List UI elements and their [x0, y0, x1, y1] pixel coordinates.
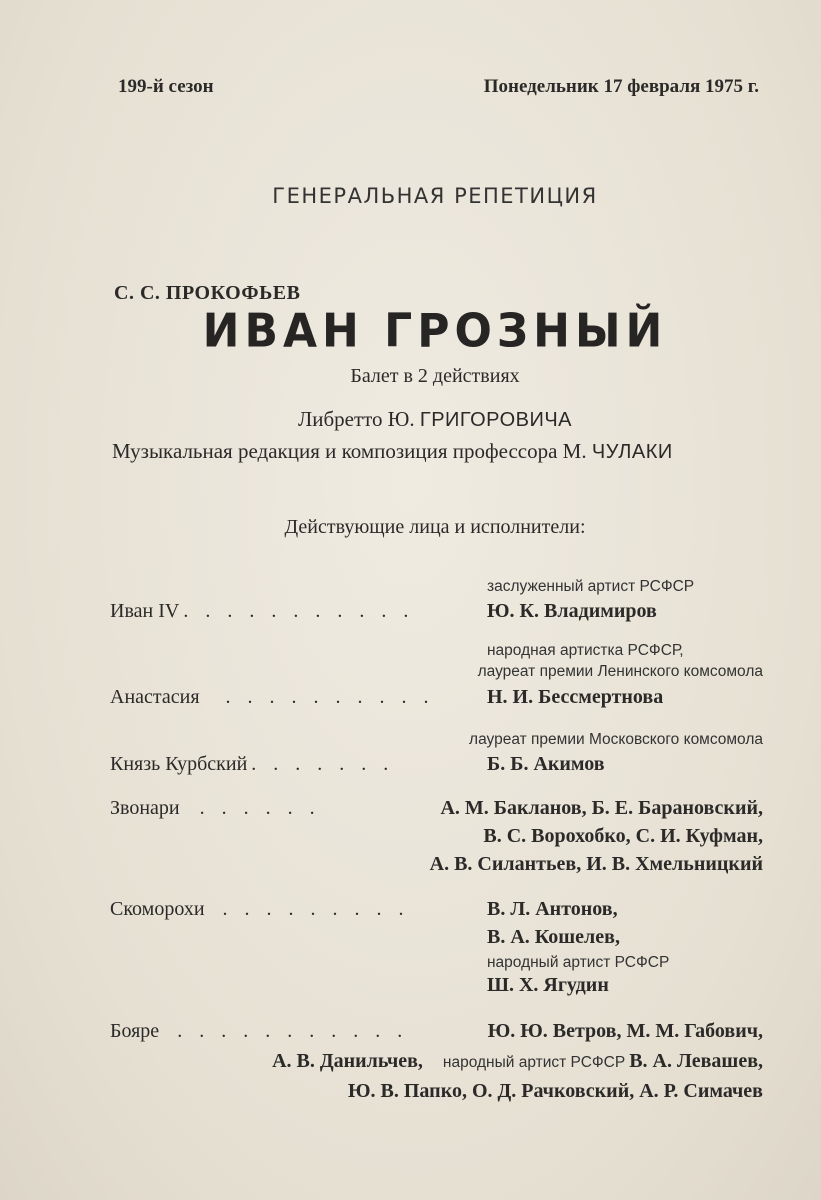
cast-row-anastasia: [110, 686, 435, 709]
libretto-author: ГРИГОРОВИЧА: [419, 409, 573, 431]
ballet-subtitle: Балет в 2 действиях: [350, 365, 520, 387]
role-name: Звонари: [110, 797, 180, 819]
cast-row-skomorokhi: [110, 898, 410, 921]
role-name: Бояре: [110, 1020, 160, 1042]
boyare-performer-levashev: В. А. Левашев,: [629, 1050, 763, 1072]
leader-dots: . . . . . . . . . .: [225, 686, 435, 708]
performance-date: Понедельник 17 февраля 1975 г.: [483, 76, 759, 97]
role-name: Князь Курбский: [110, 753, 248, 775]
ivan-performer-title: заслуженный артист РСФСР: [487, 578, 695, 595]
role-name: Анастасия: [110, 686, 200, 708]
musical-credit: [112, 439, 673, 464]
skomorokhi-performer-3: Ш. Х. Ягудин: [487, 974, 609, 996]
musical-author: ЧУЛАКИ: [591, 441, 673, 463]
cast-row-ivan: [110, 600, 414, 623]
leader-dots: . . . . . .: [199, 797, 321, 819]
leader-dots: . . . . . . . . .: [222, 898, 410, 920]
anastasia-performer: Н. И. Бессмертнова: [487, 686, 664, 708]
ivan-performer: Ю. К. Владимиров: [487, 600, 657, 622]
kurbsky-performer: Б. Б. Акимов: [487, 753, 605, 775]
cast-row-zvonari: [110, 797, 321, 820]
composer-name: С. С. ПРОКОФЬЕВ: [114, 282, 301, 304]
skomorokhi-performer-title: народный артист РСФСР: [487, 954, 670, 971]
ballet-title: ИВАН ГРОЗНЫЙ: [202, 304, 668, 359]
role-name: Иван IV: [110, 600, 180, 622]
leader-dots: . . . . . . . . . . .: [177, 1020, 409, 1042]
libretto-credit: [0, 407, 821, 432]
anastasia-performer-title-2: лауреат премии Ленинского комсомола: [477, 663, 763, 680]
season-label: 199-й сезон: [118, 76, 214, 97]
boyare-performers-3: Ю. В. Папко, О. Д. Рачковский, А. Р. Симачев: [348, 1080, 763, 1102]
boyare-performers-2: [272, 1050, 763, 1073]
role-name: Скоморохи: [110, 898, 205, 920]
anastasia-performer-title-1: народная артистка РСФСР,: [487, 642, 684, 659]
cast-heading: Действующие лица и исполнители:: [284, 516, 586, 538]
cast-row-boyare: [110, 1020, 408, 1043]
skomorokhi-performer-2: В. А. Кошелев,: [487, 926, 620, 948]
event-type-heading: ГЕНЕРАЛЬНАЯ РЕПЕТИЦИЯ: [272, 184, 598, 208]
leader-dots: . . . . . . .: [251, 753, 395, 775]
zvonari-performers-2: В. С. Ворохобко, С. И. Куфман,: [483, 825, 763, 847]
kurbsky-performer-title: лауреат премии Московского комсомола: [469, 731, 763, 748]
musical-prefix: Музыкальная редакция и композиция профессора М.: [112, 439, 587, 463]
libretto-prefix: Либретто Ю.: [297, 407, 415, 431]
boyare-performers-1: Ю. Ю. Ветров, М. М. Габович,: [487, 1020, 763, 1042]
skomorokhi-performer-1: В. Л. Антонов,: [487, 898, 618, 920]
boyare-performer-title: народный артист РСФСР: [442, 1054, 626, 1071]
boyare-performer-danilchev: А. В. Данильчев,: [272, 1050, 423, 1072]
cast-row-kurbsky: [110, 753, 394, 776]
zvonari-performers-1: А. М. Бакланов, Б. Е. Барановский,: [440, 797, 763, 819]
zvonari-performers-3: А. В. Силантьев, И. В. Хмельницкий: [429, 853, 763, 875]
leader-dots: . . . . . . . . . . .: [183, 600, 415, 622]
